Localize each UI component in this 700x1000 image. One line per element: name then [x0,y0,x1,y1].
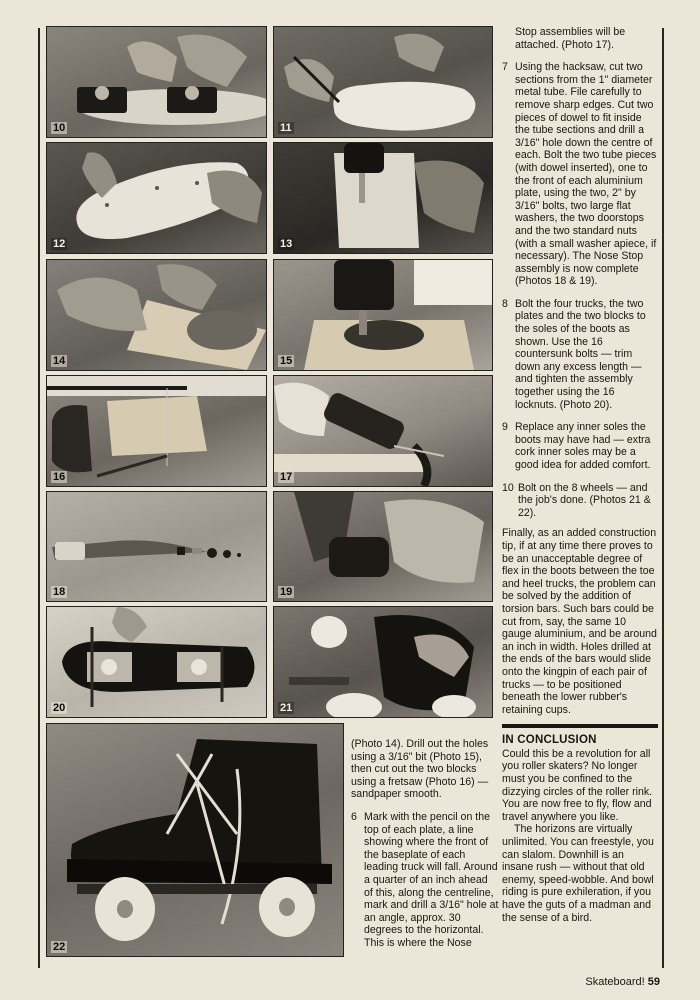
photo-16-image [47,376,266,486]
section-divider [502,724,658,728]
photo-19 [273,491,493,602]
photo-22-image [47,724,343,956]
step-7-text: Using the hacksaw, cut two sections from the 1" diameter metal tube. File carefully to remove sharp edges. Cut two pieces of dowel to fit inside the tube sections and drill a 3/16" hole down the centre of each. Bolt the two tube pieces (with dowel inserted), one to the front of each aluminium plate, using the two, 2" by 3/16" bolts, two large flat washers, the two doorstops and the two standard nuts (with a small washer apiece, if necessary). The Nose Stop assembly is now complete (Photos 18 & 19). [515,61,657,288]
photo-17-image [274,376,492,486]
photo-11-number: 11 [280,122,292,134]
photo-20 [46,606,267,718]
step-6 [351,811,499,950]
page-number: 59 [647,976,660,988]
step-9-text: Replace any inner soles the boots may have had — extra cork inner soles may be a good idea for added comfort. [515,421,651,471]
conclusion-heading: IN CONCLUSION [502,734,597,747]
mid-lead-paragraph: (Photo 14). Drill out the holes using a 3/16" bit (Photo 15), then cut out the two blocks using a fretsaw (Photo 16) — sandpaper smooth. [351,738,489,801]
photo-19-image [274,492,492,601]
photo-10 [46,26,267,138]
step-10 [502,482,658,520]
photo-15-number: 15 [280,355,293,367]
photo-10-image [47,27,266,137]
conclusion-paragraph-2: The horizons are virtually unlimited. You can freestyle, you can slalom. Downhill is an insane rush — without that old enemy, speed-wobble. And bowl riding is pure exhileration, if you have the guts of a madman and the sense of a bird. [502,823,654,924]
photo-14-number: 14 [53,355,66,367]
photo-13-image [274,143,492,253]
photo-22-number: 22 [53,941,66,953]
finally-paragraph: Finally, as an added construction tip, if at any time there proves to be an unacceptable degree of flex in the boots between the toe and heel trucks, the problem can be solved by the addition of torsion bars. Such bars could be cut from, say, the same 10 gauge aluminium, and be around an inch in width. Holes drilled at the ends of the bars would slide onto the kingpin of each pair of trucks — to be positioned beneath the lower rubber's retaining cups. [502,527,657,716]
photo-11-image [274,27,492,137]
photo-17-number: 17 [280,471,293,483]
photo-14 [46,259,267,371]
photo-13-number: 13 [280,238,293,250]
photo-20-image [47,607,266,717]
photo-16-number: 16 [53,471,66,483]
photo-18-number: 18 [53,586,66,598]
photo-11 [273,26,493,138]
photo-21-image [274,607,492,717]
step-6-number: 6 [351,810,357,823]
step-10-text: Bolt on the 8 wheels — and the job's done. (Photos 21 & 22). [518,481,651,519]
conclusion-paragraph-1: Could this be a revolution for all you roller skaters? No longer must you be confined to the dizzying circles of the roller rink. You are now free to fly, flow and travel anywhere you like. [502,747,653,823]
right-text-column [502,26,658,924]
photo-18 [46,491,267,602]
left-column-rule [38,28,40,968]
step-10-number: 10 [502,481,514,494]
photo-14-image [47,260,266,370]
photo-21-number: 21 [280,702,293,714]
right-lead-paragraph: Stop assemblies will be attached. (Photo 17). [515,26,626,51]
photo-15-image [274,260,492,370]
step-7-number: 7 [502,61,508,74]
step-7 [502,61,658,288]
step-9-number: 9 [502,421,508,434]
photo-18-image [47,492,266,601]
step-6-text: Mark with the pencil on the top of each plate, a line showing where the front of the baseplate of each leading truck will fall. Around a quarter of an inch ahead of this, along the centreline, mark and drill a 3/16" hole at an angle, approx. 30 degrees to the horizontal. This is where the Nose [364,810,499,949]
photo-12-image [47,143,266,253]
photo-12 [46,142,267,254]
photo-19-number: 19 [280,586,293,598]
photo-13 [273,142,493,254]
page-footer [585,976,660,988]
step-8 [502,298,658,411]
photo-12-number: 12 [53,238,66,250]
mid-text-column [351,738,499,950]
photo-20-number: 20 [53,702,66,714]
photo-10-number: 10 [53,122,66,134]
photo-15 [273,259,493,371]
right-column-rule [662,28,664,968]
magazine-name: Skateboard! [585,976,645,988]
step-8-text: Bolt the four trucks, the two plates and the two blocks to the soles of the boots as shown. Use the 16 countersunk bolts — trim down any excess length — and tighten the assembly together using the 16 locknuts. (Photo 20). [515,297,646,411]
photo-17 [273,375,493,487]
photo-21 [273,606,493,718]
photo-16 [46,375,267,487]
step-8-number: 8 [502,297,508,310]
step-9 [502,421,658,471]
photo-22 [46,723,344,957]
